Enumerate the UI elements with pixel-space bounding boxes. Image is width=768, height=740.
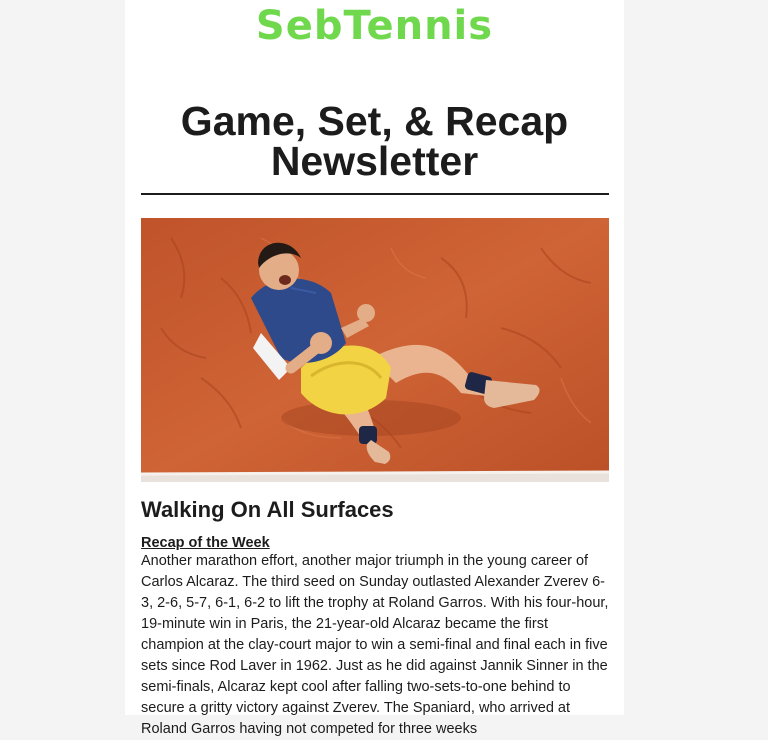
recap-subheading: Recap of the Week	[141, 535, 270, 551]
article-body: Another marathon effort, another major triumph in the young career of Carlos Alcaraz. The third seed on Sunday outlasted Alexander Zverev 6-3, 2-6, 5-7, 6-1, 6-2 to lift the trophy at Roland Garros. With his four-hour, 19-minute win in Paris, the 21-year-old Alcaraz became the first champion at the clay-court major to win a semi-final and final each in five sets since Rod Laver in 1962. Just as he did against Jannik Sinner in the semi-finals, Alcaraz kept cool after falling two-sets-to-one behind to secure a gritty victory against Zverev. The Spaniard, who arrived at Roland Garros having not competed for three weeks	[141, 553, 609, 737]
brand-logo[interactable]: SebTennis	[255, 3, 494, 49]
hero-image	[141, 218, 609, 482]
newsletter-page	[125, 0, 624, 737]
title-line-2: Newsletter	[270, 138, 479, 184]
title-line-1: Game, Set, & Recap	[180, 98, 569, 144]
title-divider	[141, 193, 609, 195]
article-heading: Walking On All Surfaces	[141, 497, 394, 522]
newsletter-title	[125, 98, 624, 184]
